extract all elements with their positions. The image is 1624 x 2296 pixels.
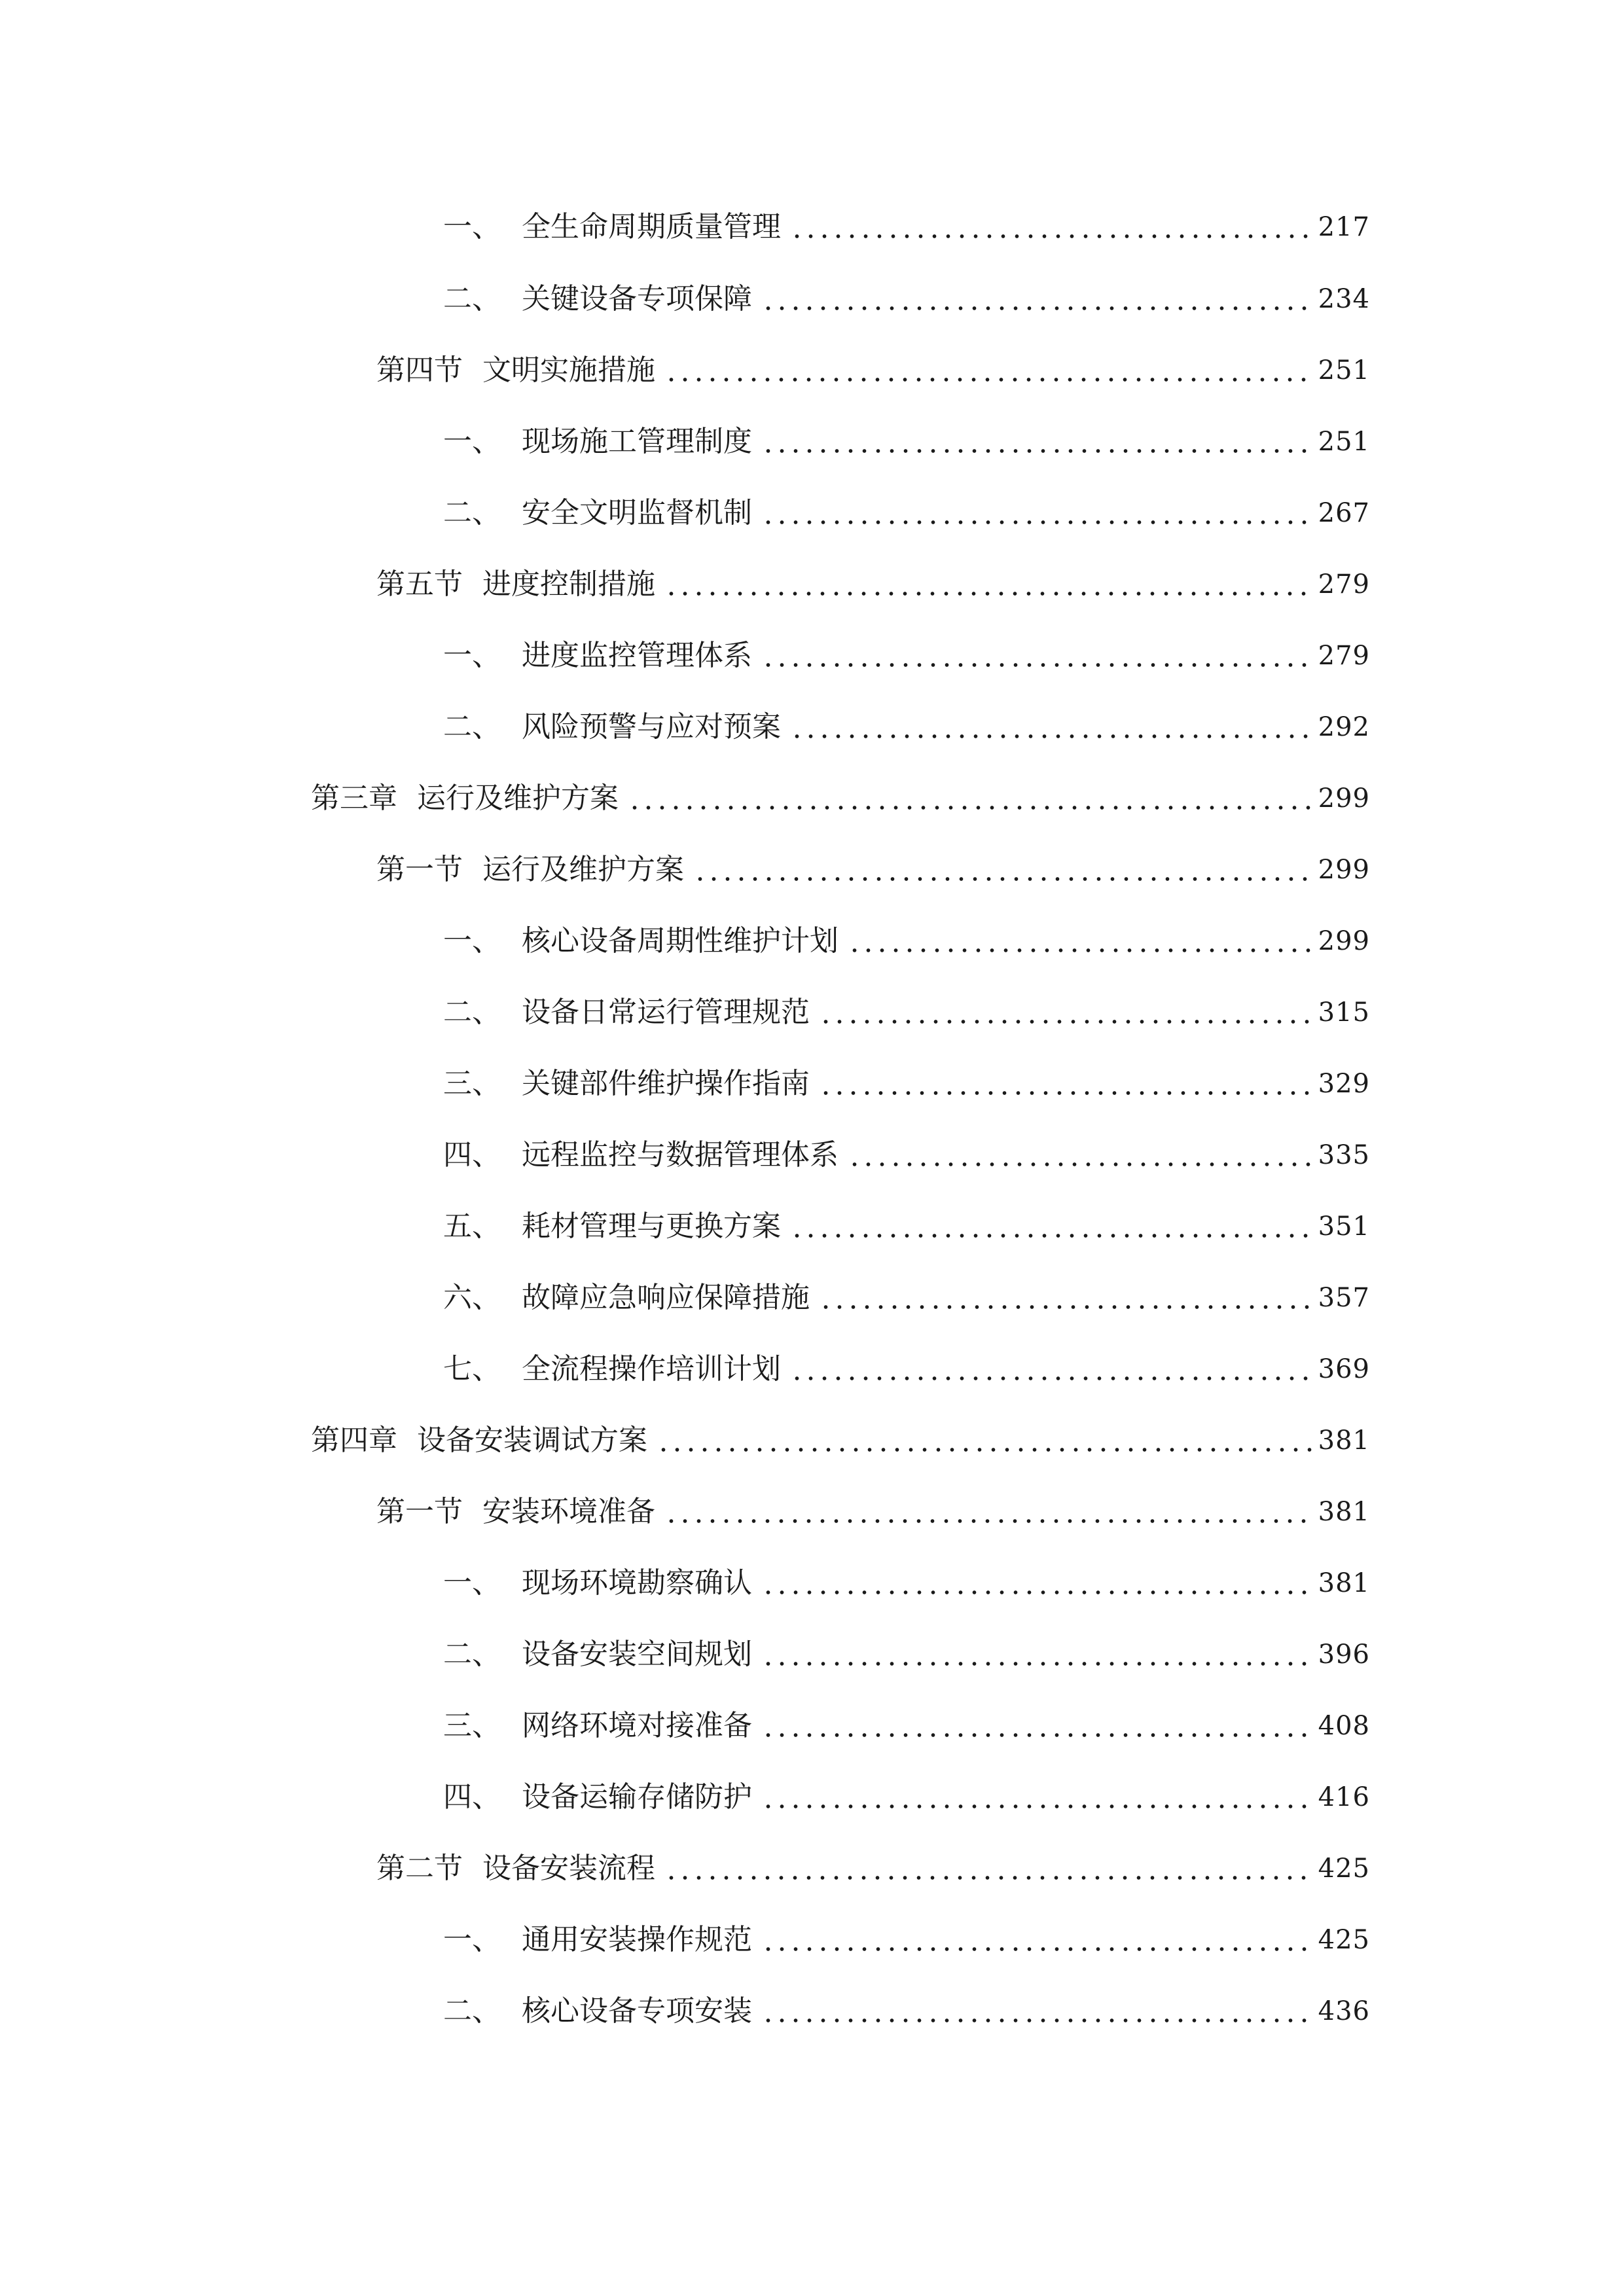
toc-entry[interactable] [443, 907, 1370, 960]
dot-leader [761, 662, 1312, 668]
toc-entry[interactable] [376, 836, 1370, 888]
dot-leader [761, 1590, 1312, 1595]
toc-entry-title: 网络环境对接准备 [522, 1709, 752, 1742]
toc-entry-title: 风险预警与应对预案 [522, 710, 781, 744]
toc-entry-number: 第一节 [376, 1495, 463, 1528]
toc-entry-number: 一、 [443, 210, 501, 243]
toc-entry-title: 故障应急响应保障措施 [522, 1281, 810, 1314]
toc-entry[interactable] [443, 1121, 1370, 1174]
toc-entry[interactable] [443, 1692, 1370, 1744]
dot-leader [657, 1447, 1312, 1452]
toc-entry-number: 三、 [443, 1709, 501, 1742]
dot-leader [848, 1162, 1312, 1167]
dot-leader [790, 234, 1312, 239]
toc-entry-number: 七、 [443, 1352, 501, 1386]
toc-entry-page: 408 [1318, 1711, 1370, 1741]
toc-entry-page: 299 [1318, 926, 1370, 956]
toc-entry[interactable] [376, 1478, 1370, 1530]
dot-leader [664, 1518, 1312, 1524]
toc-entry-title: 进度控制措施 [482, 567, 655, 601]
toc-entry-title: 设备安装流程 [482, 1852, 655, 1885]
toc-entry-page: 279 [1318, 569, 1370, 600]
dot-leader [664, 1875, 1312, 1880]
toc-entry-title: 设备日常运行管理规范 [522, 996, 810, 1029]
toc-entry-title: 运行及维护方案 [482, 853, 684, 886]
toc-entry[interactable] [443, 1906, 1370, 1958]
toc-entry-number: 一、 [443, 639, 501, 672]
toc-entry-title: 设备运输存储防护 [522, 1780, 752, 1814]
toc-entry-number: 一、 [443, 1566, 501, 1600]
toc-entry[interactable] [443, 693, 1370, 745]
toc-entry-title: 关键设备专项保障 [522, 282, 752, 315]
toc-entry-title: 文明实施措施 [482, 353, 655, 387]
toc-entry-page: 267 [1318, 498, 1370, 528]
toc-entry-number: 一、 [443, 1923, 501, 1956]
toc-entry-page: 381 [1318, 1568, 1370, 1598]
dot-leader [761, 520, 1312, 525]
toc-entry-title: 设备安装调试方案 [417, 1424, 647, 1457]
toc-entry-title: 安装环境准备 [482, 1495, 655, 1528]
toc-entry-title: 现场施工管理制度 [522, 425, 752, 458]
toc-entry-number: 二、 [443, 1638, 501, 1671]
dot-leader [790, 1233, 1312, 1238]
toc-entry-number: 第四节 [376, 353, 463, 387]
toc-entry-title: 设备安装空间规划 [522, 1638, 752, 1671]
toc-entry-page: 329 [1318, 1069, 1370, 1099]
toc-entry-number: 六、 [443, 1281, 501, 1314]
toc-entry[interactable] [443, 479, 1370, 531]
dot-leader [790, 1376, 1312, 1381]
toc-entry-title: 现场环境勘察确认 [522, 1566, 752, 1600]
toc-entry-number: 一、 [443, 425, 501, 458]
toc-entry-number: 三、 [443, 1067, 501, 1100]
toc-entry-number: 四、 [443, 1780, 501, 1814]
toc-entry-page: 251 [1318, 355, 1370, 386]
toc-entry[interactable] [376, 1835, 1370, 1887]
toc-entry-title: 耗材管理与更换方案 [522, 1210, 781, 1243]
toc-entry-number: 第二节 [376, 1852, 463, 1885]
dot-leader [790, 734, 1312, 739]
toc-entry-number: 二、 [443, 496, 501, 529]
dot-leader [693, 876, 1312, 882]
toc-entry[interactable] [443, 1335, 1370, 1388]
toc-entry-title: 核心设备专项安装 [522, 1994, 752, 2028]
dot-leader [761, 1732, 1312, 1738]
toc-entry-number: 二、 [443, 1994, 501, 2028]
toc-entry[interactable] [443, 1264, 1370, 1316]
dot-leader [819, 1304, 1312, 1310]
toc-entry-number: 第四章 [311, 1424, 397, 1457]
toc-entry[interactable] [311, 1407, 1370, 1459]
toc-entry[interactable] [311, 764, 1370, 817]
toc-entry[interactable] [443, 1621, 1370, 1673]
toc-entry-title: 安全文明监督机制 [522, 496, 752, 529]
toc-entry-number: 第五节 [376, 567, 463, 601]
toc-entry[interactable] [443, 978, 1370, 1031]
toc-entry-page: 436 [1318, 1996, 1370, 2026]
toc-entry-page: 416 [1318, 1782, 1370, 1812]
dot-leader [761, 1661, 1312, 1666]
toc-entry-page: 251 [1318, 427, 1370, 457]
toc-entry-number: 五、 [443, 1210, 501, 1243]
toc-entry-title: 通用安装操作规范 [522, 1923, 752, 1956]
toc-entry-title: 关键部件维护操作指南 [522, 1067, 810, 1100]
dot-leader [664, 591, 1312, 596]
toc-entry-number: 第三章 [311, 781, 397, 815]
toc-entry-title: 运行及维护方案 [417, 781, 619, 815]
dot-leader [664, 377, 1312, 382]
toc-entry-page: 279 [1318, 641, 1370, 671]
toc-entry[interactable] [443, 1549, 1370, 1602]
toc-entry-number: 一、 [443, 924, 501, 958]
dot-leader [628, 805, 1312, 810]
toc-entry-number: 二、 [443, 996, 501, 1029]
toc-entry-number: 四、 [443, 1138, 501, 1172]
toc-entry-page: 292 [1318, 712, 1370, 742]
toc-entry[interactable] [443, 193, 1370, 245]
toc-entry-page: 381 [1318, 1497, 1370, 1527]
dot-leader [848, 948, 1312, 953]
toc-entry-title: 进度监控管理体系 [522, 639, 752, 672]
toc-entry-number: 第一节 [376, 853, 463, 886]
toc-entry-page: 234 [1318, 284, 1370, 314]
dot-leader [819, 1090, 1312, 1096]
toc-entry-page: 369 [1318, 1354, 1370, 1384]
toc-entry-page: 425 [1318, 1925, 1370, 1955]
toc-entry-page: 335 [1318, 1140, 1370, 1170]
toc-entry-title: 核心设备周期性维护计划 [522, 924, 839, 958]
dot-leader [819, 1019, 1312, 1024]
toc-entry[interactable] [443, 622, 1370, 674]
dot-leader [761, 1946, 1312, 1952]
toc-entry[interactable] [443, 1193, 1370, 1245]
toc-entry-page: 357 [1318, 1283, 1370, 1313]
toc-entry-page: 351 [1318, 1211, 1370, 1242]
dot-leader [761, 1804, 1312, 1809]
toc-entry-page: 315 [1318, 997, 1370, 1028]
toc-entry-page: 425 [1318, 1854, 1370, 1884]
toc-entry[interactable] [376, 336, 1370, 389]
toc-entry[interactable] [443, 1763, 1370, 1816]
toc-entry-title: 全流程操作培训计划 [522, 1352, 781, 1386]
toc-entry-number: 二、 [443, 710, 501, 744]
dot-leader [761, 448, 1312, 454]
toc-entry-page: 217 [1318, 212, 1370, 242]
toc-entry-title: 全生命周期质量管理 [522, 210, 781, 243]
toc-entry[interactable] [443, 1050, 1370, 1102]
toc-entry-page: 381 [1318, 1426, 1370, 1456]
toc-entry-page: 299 [1318, 783, 1370, 814]
toc-entry[interactable] [443, 265, 1370, 317]
toc-entry[interactable] [443, 1977, 1370, 2030]
dot-leader [761, 2018, 1312, 2023]
toc-entry-number: 二、 [443, 282, 501, 315]
dot-leader [761, 306, 1312, 311]
toc-entry[interactable] [443, 408, 1370, 460]
toc-entry[interactable] [376, 550, 1370, 603]
toc-entry-page: 299 [1318, 855, 1370, 885]
toc-entry-page: 396 [1318, 1640, 1370, 1670]
toc-entry-title: 远程监控与数据管理体系 [522, 1138, 839, 1172]
